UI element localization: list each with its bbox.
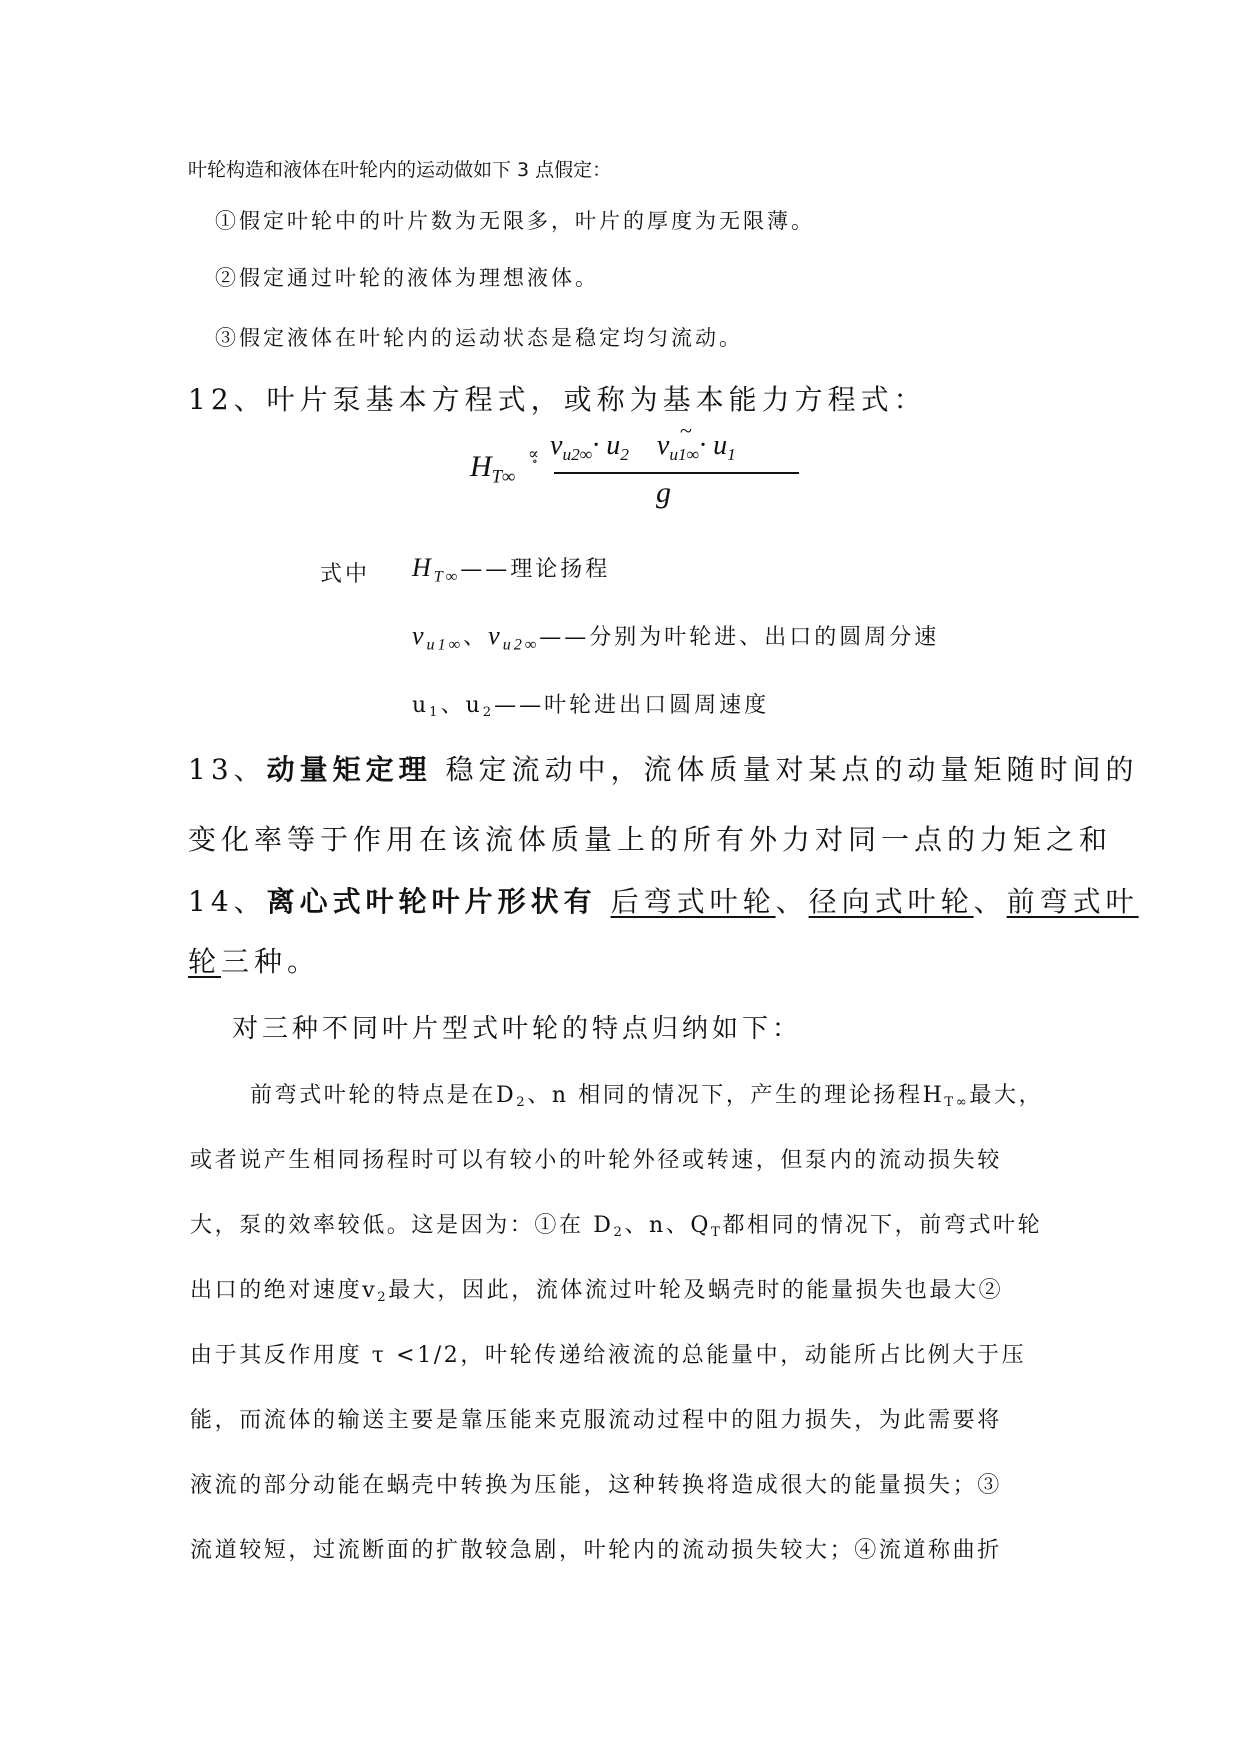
para-line-7: 液流的部分动能在蜗壳中转换为压能，这种转换将造成很大的能量损失；③	[190, 1473, 1002, 1498]
section-14-line-1: 14、离心式叶轮叶片形状有 后弯式叶轮、径向式叶轮、前弯式叶	[188, 885, 1139, 918]
formula-equals-glyph: ∝̥	[528, 446, 539, 463]
def-head: $H_{T\infty}——$理论扬程	[412, 553, 611, 586]
assumption-1: ①假定叶轮中的叶片数为无限多，叶片的厚度为无限薄。	[215, 209, 815, 233]
formula-denominator: g	[656, 476, 671, 509]
def-peripheral-speed: u1、u2——叶轮进出口圆周速度	[412, 693, 770, 720]
formula-lhs: $H_{T\infty}$	[470, 450, 516, 488]
section-12-heading: 12、叶片泵基本方程式，或称为基本能力方程式：	[188, 383, 927, 416]
para-line-1: 前弯式叶轮的特点是在D2、n 相同的情况下，产生的理论扬程HT∞最大，	[250, 1083, 1044, 1110]
para-line-4: 出口的绝对速度v2最大，因此，流体流过叶轮及蜗壳时的能量损失也最大②	[190, 1278, 1004, 1305]
where-label: 式中	[320, 562, 371, 587]
assumption-2: ②假定通过叶轮的液体为理想液体。	[215, 266, 599, 290]
para-line-8: 流道较短，过流断面的扩散较急剧，叶轮内的流动损失较大；④流道称曲折	[190, 1538, 1002, 1563]
intro-line: 叶轮构造和液体在叶轮内的运动做如下 3 点假定：	[188, 159, 612, 181]
para-line-2: 或者说产生相同扬程时可以有较小的叶轮外径或转速，但泵内的流动损失较	[190, 1148, 1002, 1173]
para-line-5: 由于其反作用度 τ <1/2，叶轮传递给液流的总能量中，动能所占比例大于压	[190, 1343, 1027, 1368]
formula-minus-glyph: ~	[680, 418, 692, 443]
basic-equation	[470, 418, 800, 540]
para-line-3: 大，泵的效率较低。这是因为：①在 D2、n、QT都相同的情况下，前弯式叶轮	[190, 1213, 1043, 1240]
fraction-bar	[554, 472, 799, 474]
para-line-6: 能，而流体的输送主要是靠压能来克服流动过程中的阻力损失，为此需要将	[190, 1408, 1002, 1433]
section-13-line-1: 13、动量矩定理 稳定流动中，流体质量对某点的动量矩随时间的	[188, 753, 1139, 786]
formula-numerator: $v_{u2\infty}\cdot u_2$ $v_{u1\infty}\cdot u_1$	[550, 430, 736, 465]
section-14-line-2: 轮三种。	[188, 945, 321, 978]
summary-intro: 对三种不同叶片型式叶轮的特点归纳如下：	[232, 1014, 803, 1044]
def-circumferential-velocity: $v_{u1\infty}$、$v_{u2\infty}——$分别为叶轮进、出口的圆周分速	[412, 621, 940, 654]
assumption-3: ③假定液体在叶轮内的运动状态是稳定均匀流动。	[215, 326, 743, 350]
section-13-line-2: 变化率等于作用在该流体质量上的所有外力对同一点的力矩之和	[188, 823, 1113, 856]
